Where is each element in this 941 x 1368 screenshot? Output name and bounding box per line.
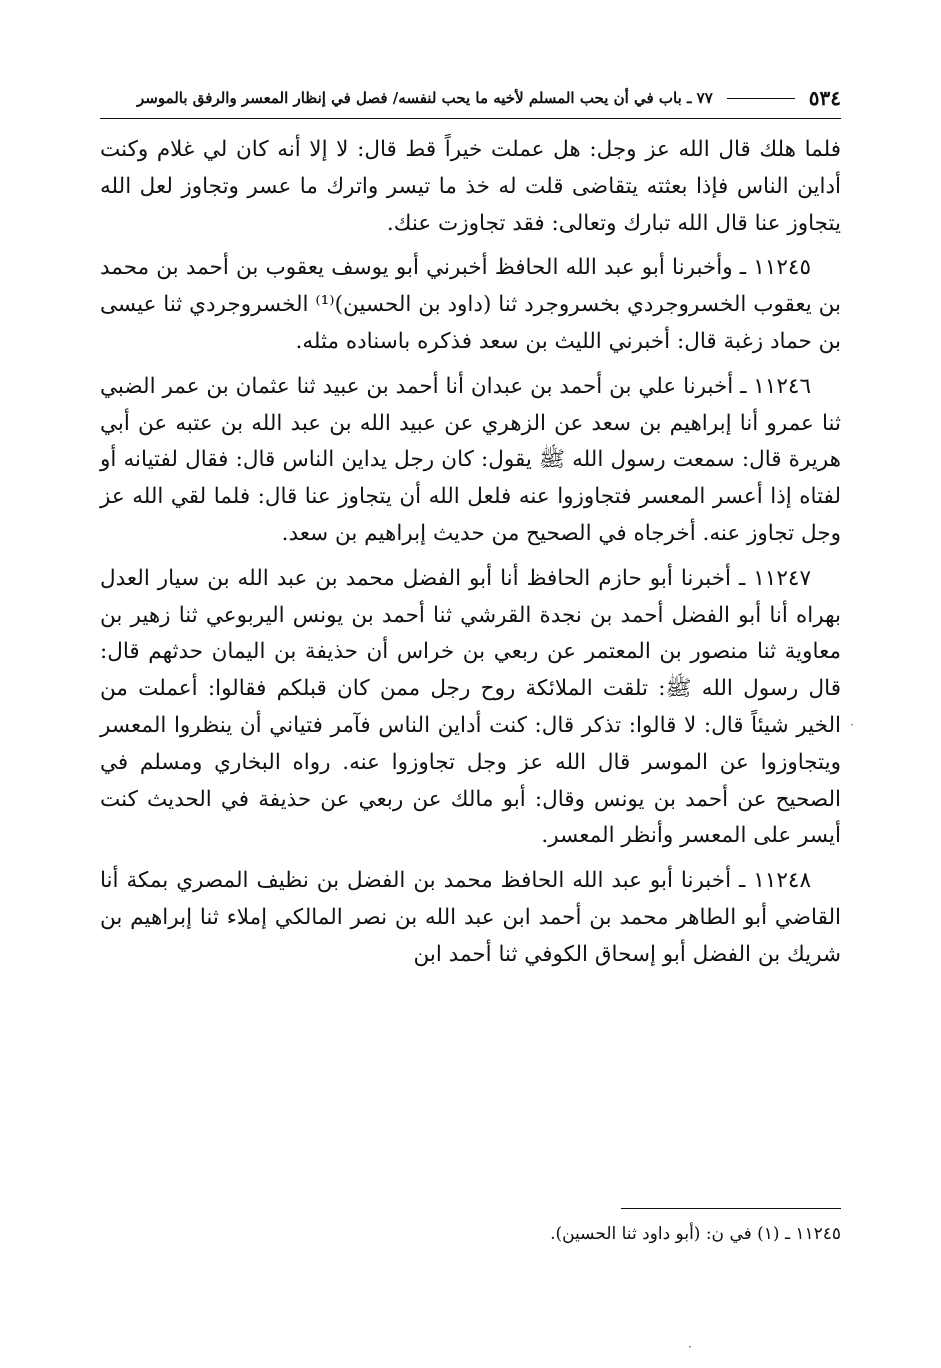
header-dash [727, 98, 795, 99]
paragraph-hadith-11245: ١١٢٤٥ ـ وأخبرنا أبو عبد الله الحافظ أخبرني أبو يوسف يعقوب بن أحمد بن محمد بن يعقوب الخسروجردي بخسروجرد ثنا (داود بن الحسين)⁽¹⁾ الخسروجردي ثنا عيسى بن حماد زغبة قال: أخبرني الليث بن سعد فذكره باسناده مثله. [100, 255, 841, 354]
paragraph-hadith-11248: ١١٢٤٨ ـ أخبرنا أبو عبد الله الحافظ محمد بن الفضل بن نظيف المصري بمكة أنا القاضي أبو الطاهر محمد بن أحمد ابن عبد الله بن نصر المالكي إملاء ثنا إبراهيم بن شريك بن الفضل أبو إسحاق الكوفي ثنا أحمد ابن [100, 868, 841, 967]
paragraph-hadith-11246: ١١٢٤٦ ـ أخبرنا علي بن أحمد بن عبدان أنا أحمد بن عبيد ثنا عثمان بن عمر الضبي ثنا عمرو أنا إبراهيم بن سعد عن الزهري عن عبيد الله بن عبد الله بن عتبه عن أبي هريرة قال: سمعت رسول الله ﷺ يقول: كان رجل يداين الناس قال: فقال لفتيانه أو لفتاه إذا أعسر المعسر فتجاوزوا عنه فلعل الله أن يتجاوز عنا قال: فلما لقي الله عز وجل تجاوز عنه. أخرجاه في الصحيح من حديث إبراهيم بن سعد. [100, 373, 841, 546]
page-number: ٥٣٤ [808, 86, 841, 110]
paragraph-hadith-11247: ١١٢٤٧ ـ أخبرنا أبو حازم الحافظ أنا أبو الفضل محمد بن عبد الله بن سيار العدل بهراه أنا أبو الفضل أحمد بن نجدة القرشي ثنا أحمد بن يونس اليربوعي ثنا زهير بن معاوية ثنا منصور بن المعتمر عن ربعي بن خراس أن حذيفة بن اليمان حدثهم قال: قال رسول الله ﷺ: تلقت الملائكة روح رجل ممن كان قبلكم فقالوا: أعملت من الخير شيئاً قال: لا قالوا: تذكر قال: كنت أداين الناس فآمر فتياني أن ينظروا المعسر ويتجاوزوا عن الموسر قال الله عز وجل تجاوزوا عنه. رواه البخاري ومسلم في الصحيح عن أحمد بن يونس وقال: أبو مالك عن ربعي عن حذيفة في الحديث كنت أيسر على المعسر وأنظر المعسر. [100, 565, 841, 849]
footnote: ١١٢٤٥ ـ (١) في ن: (أبو داود ثنا الحسين). [550, 1224, 841, 1244]
footnote-divider [621, 1208, 841, 1209]
paragraph-continuation: فلما هلك قال الله عز وجل: هل عملت خيراً قط قال: لا إلا أنه كان لي غلام وكنت أداين الناس فإذا بعثته يتقاضى قلت له خذ ما تيسر واترك ما عسر وتجاوز لعل الله يتجاوز عنا قال الله تبارك وتعالى: فقد تجاوزت عنك. [100, 137, 841, 236]
main-text [100, 132, 841, 974]
bottom-speck: · [688, 1340, 692, 1354]
margin-speck: · [850, 718, 854, 732]
running-title: ٧٧ ـ باب في أن يحب المسلم لأخيه ما يحب لنفسه/ فصل في إنظار المعسر والرفق بالموسر [136, 89, 713, 107]
page-header [100, 78, 841, 119]
